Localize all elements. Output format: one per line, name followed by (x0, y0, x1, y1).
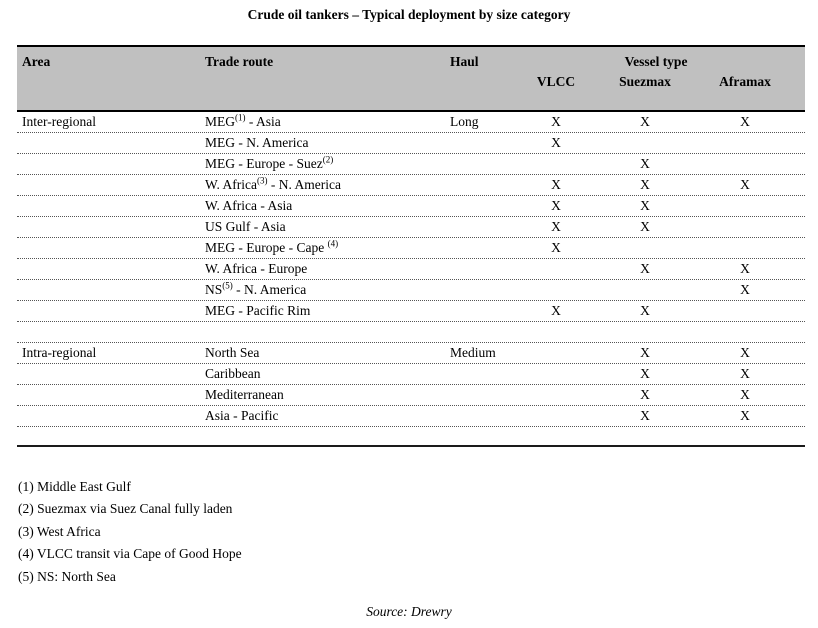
table-row (17, 259, 805, 280)
table-row (17, 175, 805, 196)
route-text: MEG (205, 114, 235, 129)
suezmax-mark (605, 133, 685, 153)
vlcc-mark: X (551, 198, 561, 213)
haul-cell (445, 175, 507, 195)
table-row (17, 364, 805, 385)
table-row (17, 301, 805, 322)
route-cell (200, 364, 445, 384)
route-cell (200, 133, 445, 153)
table-row (17, 280, 805, 301)
suezmax-mark: X (640, 345, 650, 360)
route-cell (200, 385, 445, 405)
area-cell (17, 217, 200, 237)
suezmax-mark: X (640, 366, 650, 381)
vlcc-mark: X (551, 114, 561, 129)
table-row (17, 385, 805, 406)
route-text: US Gulf - Asia (205, 219, 286, 234)
table-row (17, 112, 805, 133)
area-cell (17, 364, 200, 384)
route-cell (200, 301, 445, 321)
vlcc-mark (507, 406, 605, 426)
table-row (17, 343, 805, 364)
suezmax-mark: X (640, 408, 650, 423)
vlcc-mark (507, 259, 605, 279)
footnote-marker: (5) (222, 280, 233, 291)
route-cell (200, 238, 445, 258)
suezmax-mark: X (640, 303, 650, 318)
footnote: (1) Middle East Gulf (18, 479, 131, 494)
page-title: Crude oil tankers – Typical deployment by size category (247, 7, 571, 22)
suezmax-mark: X (640, 387, 650, 402)
area-cell (17, 406, 200, 426)
footnote: (5) NS: North Sea (18, 568, 116, 584)
route-cell (200, 112, 445, 132)
col-header-vessel-type-group: Vessel type (624, 54, 688, 69)
aframax-mark: X (740, 261, 750, 276)
table-body (17, 112, 805, 427)
route-text: North Sea (205, 345, 260, 360)
footnote-marker: (2) (322, 154, 334, 165)
aframax-mark (685, 196, 805, 216)
col-header-area: Area (22, 54, 51, 69)
route-text: MEG - Pacific Rim (205, 303, 311, 318)
haul-cell: Long (450, 114, 479, 129)
route-text: W. Africa (205, 177, 257, 192)
haul-cell (445, 406, 507, 426)
haul-cell (445, 280, 507, 300)
footnote-marker: (1) (235, 112, 246, 123)
route-cell (200, 196, 445, 216)
aframax-mark: X (740, 114, 750, 129)
footnote: (4) VLCC transit via Cape of Good Hope (18, 546, 242, 562)
table-row (17, 154, 805, 175)
table-row (17, 217, 805, 238)
col-header-haul: Haul (450, 54, 479, 69)
aframax-mark (685, 154, 805, 174)
vlcc-mark (507, 280, 605, 300)
footnote: (2) Suezmax via Suez Canal fully laden (18, 501, 233, 517)
area-cell: Inter-regional (22, 114, 96, 129)
haul-cell (445, 196, 507, 216)
haul-cell (445, 133, 507, 153)
area-cell (17, 133, 200, 153)
table-row (17, 133, 805, 154)
area-cell (17, 280, 200, 300)
route-text-post: - N. America (267, 177, 341, 192)
route-text-post: - Asia (245, 114, 281, 129)
route-cell (200, 175, 445, 195)
suezmax-mark: X (640, 114, 650, 129)
footnote-marker: (3) (256, 175, 268, 186)
footnote: (3) West Africa (18, 523, 101, 539)
aframax-mark: X (740, 177, 750, 192)
vlcc-mark: X (551, 303, 561, 318)
vlcc-mark: X (551, 177, 561, 192)
suezmax-mark (605, 238, 685, 258)
haul-cell (445, 154, 507, 174)
route-text: Mediterranean (205, 387, 284, 402)
table-row (17, 196, 805, 217)
route-text: MEG - Europe - Suez (205, 156, 323, 171)
header-spacer (17, 74, 200, 90)
route-cell (200, 259, 445, 279)
area-cell: Intra-regional (22, 345, 97, 360)
header-row-vessels (17, 74, 805, 90)
table-bottom-spacer (17, 427, 805, 445)
haul-cell: Medium (450, 345, 496, 360)
col-header-suezmax: Suezmax (619, 74, 671, 89)
haul-cell (445, 385, 507, 405)
aframax-mark (685, 217, 805, 237)
col-header-trade-route: Trade route (205, 54, 274, 69)
suezmax-mark: X (640, 219, 650, 234)
route-text: MEG - N. America (205, 135, 309, 150)
route-cell (200, 217, 445, 237)
route-text-post: - N. America (232, 282, 307, 297)
route-text: NS (205, 282, 223, 297)
source-note: Source: Drewry (366, 604, 452, 619)
aframax-mark: X (740, 282, 750, 297)
route-text: W. Africa - Asia (205, 198, 293, 213)
area-cell (17, 196, 200, 216)
route-cell (200, 154, 445, 174)
route-cell (200, 343, 445, 363)
haul-cell (445, 301, 507, 321)
area-cell (17, 259, 200, 279)
haul-cell (445, 217, 507, 237)
section-spacer-row (17, 322, 805, 343)
col-header-vlcc: VLCC (536, 74, 576, 89)
route-text: Asia - Pacific (205, 408, 279, 423)
area-cell (17, 385, 200, 405)
route-text: Caribbean (205, 366, 261, 381)
suezmax-mark: X (640, 177, 650, 192)
route-cell (200, 280, 445, 300)
header-spacer (200, 74, 445, 90)
area-cell (17, 301, 200, 321)
vlcc-mark: X (551, 135, 561, 150)
table-row (17, 406, 805, 427)
vlcc-mark (507, 385, 605, 405)
aframax-mark (685, 133, 805, 153)
area-cell (17, 175, 200, 195)
suezmax-mark (605, 280, 685, 300)
vlcc-mark: X (551, 240, 561, 255)
table-header (17, 47, 805, 112)
vlcc-mark (507, 364, 605, 384)
aframax-mark (685, 238, 805, 258)
deployment-table (17, 45, 805, 447)
header-row-groups (17, 54, 805, 70)
header-spacer (445, 74, 507, 90)
table-row (17, 238, 805, 259)
footnotes (18, 476, 242, 588)
footnote-marker: (4) (327, 238, 339, 249)
col-header-aframax: Aframax (719, 74, 771, 89)
route-text: W. Africa - Europe (205, 261, 308, 276)
haul-cell (445, 364, 507, 384)
area-cell (17, 154, 200, 174)
aframax-mark: X (740, 366, 750, 381)
suezmax-mark: X (640, 261, 650, 276)
suezmax-mark: X (640, 156, 650, 171)
aframax-mark: X (740, 387, 750, 402)
aframax-mark: X (740, 345, 750, 360)
aframax-mark: X (740, 408, 750, 423)
route-text: MEG - Europe - Cape (205, 240, 328, 255)
aframax-mark (685, 301, 805, 321)
suezmax-mark: X (640, 198, 650, 213)
haul-cell (445, 259, 507, 279)
vlcc-mark (507, 343, 605, 363)
vlcc-mark (507, 154, 605, 174)
route-cell (200, 406, 445, 426)
area-cell (17, 238, 200, 258)
haul-cell (445, 238, 507, 258)
vlcc-mark: X (551, 219, 561, 234)
